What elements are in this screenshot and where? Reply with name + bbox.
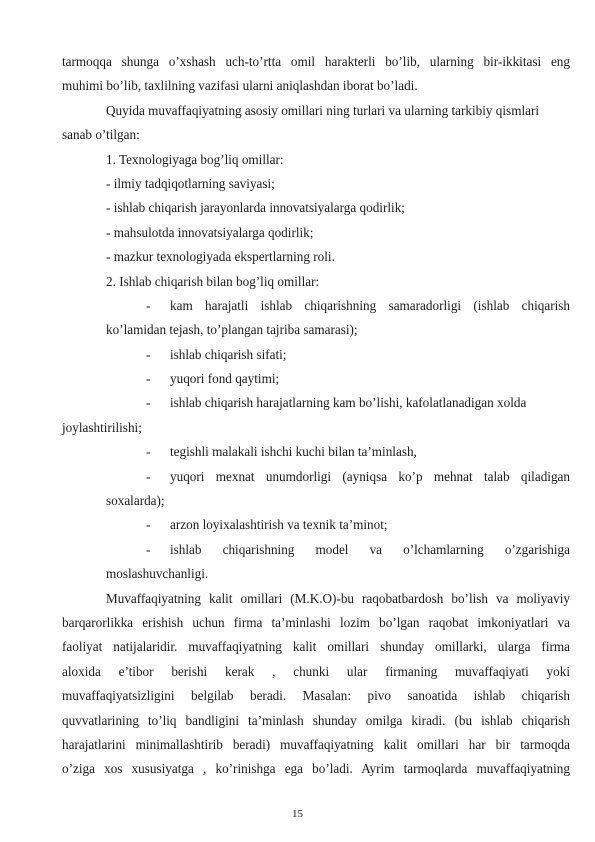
text-line: barqarorlikka erishish uchun firma ta’minlashi lozim bo’lgan raqobat imkoniyatlari va [62,614,570,630]
list-item [62,513,570,537]
list-item [62,465,570,489]
text-line: o’ziga xos xususiyatga , ko’rinishga ega bo’ladi. Ayrim tarmoqlarda muvaffaqiyatning [62,761,570,777]
list-item [62,440,570,464]
page-number: 15 [292,808,303,820]
list-item-continuation: soxalarda); [106,493,165,509]
list-item [62,343,570,367]
section-heading: 1. Texnologiyaga bog’liq omillar: [106,151,284,167]
list-item-text: ishlab chiqarishning model va o’lchamlarning o’zgarishiga [170,541,570,557]
text-line: aloxida e’tibor berishi kerak , chunki ular firmaning muvaffaqiyati yoki [62,663,570,679]
list-item: - ishlab chiqarish jarayonlarda innovatsiyalarga qodirlik; [106,200,405,216]
text-line: quvvatlarining to’liq bandligini ta’minlash shunday omilga kiradi. (bu ishlab chiqarish [62,712,570,728]
list-item-continuation: moslashuvchanligi. [106,566,209,582]
list-item-text: yuqori fond qaytimi; [170,371,280,387]
text-line: faoliyat natijalaridir. muvaffaqiyatning kalit omillari shunday omillarki, ularga firma [62,639,570,655]
dash-marker: - [146,297,151,313]
dash-marker: - [146,346,151,362]
list-item [62,538,570,562]
dash-marker: - [146,444,151,460]
dash-marker: - [146,541,151,557]
list-item-text: arzon loyixalashtirish va texnik ta’minot; [170,517,388,533]
dash-marker: - [146,371,151,387]
text-line: tarmoqqa shunga o’xshash uch-to’rtta omil harakterli bo’lib, ularning bir-ikkitasi eng [62,54,570,69]
list-item-continuation: joylashtirilishi; [62,419,142,435]
list-item-text: kam harajatli ishlab chiqarishning samaradorligi (ishlab chiqarish [170,297,570,313]
list-item-text: tegishli malakali ishchi kuchi bilan ta’minlash, [170,444,417,460]
text-line: sanab o’tilgan: [62,127,140,143]
text-line: Quyida muvaffaqiyatning asosiy omillari ning turlari va ularning tarkibiy qismlari [106,102,540,118]
dash-marker: - [146,517,151,533]
section-heading: 2. Ishlab chiqarish bilan bog’liq omillar: [106,273,320,289]
list-item-continuation: ko’lamidan tejash, to’plangan tajriba samarasi); [106,322,358,338]
text-line: harajatlarini minimallashtirib beradi) muvaffaqiyatning kalit omillari har bir tarmoqda [62,736,570,752]
dash-marker: - [146,468,151,484]
list-item [62,294,570,318]
dash-marker: - [146,395,151,411]
document-page [62,50,570,782]
list-item: - ilmiy tadqiqotlarning saviyasi; [106,175,275,191]
list-item [62,367,570,391]
list-item: - mahsulotda innovatsiyalarga qodirlik; [106,224,314,240]
list-item-text: yuqori mexnat unumdorligi (ayniqsa ko’p mehnat talab qiladigan [170,468,570,484]
text-line: muhimi bo’lib, taxlilning vazifasi ularni aniqlashdan iborat bo’ladi. [62,78,418,94]
list-item [62,391,570,415]
text-line: muvaffaqiyatsizligini belgilab beradi. Masalan: pivo sanoatida ishlab chiqarish [62,688,570,704]
list-item-text: ishlab chiqarish harajatlarning kam bo’lishi, kafolatlanadigan xolda [170,395,527,411]
text-line: Muvaffaqiyatning kalit omillari (M.K.O)-bu raqobatbardosh bo’lish va moliyaviy [106,590,570,606]
list-item: - mazkur texnologiyada ekspertlarning roli. [106,249,335,265]
list-item-text: ishlab chiqarish sifati; [170,346,287,362]
